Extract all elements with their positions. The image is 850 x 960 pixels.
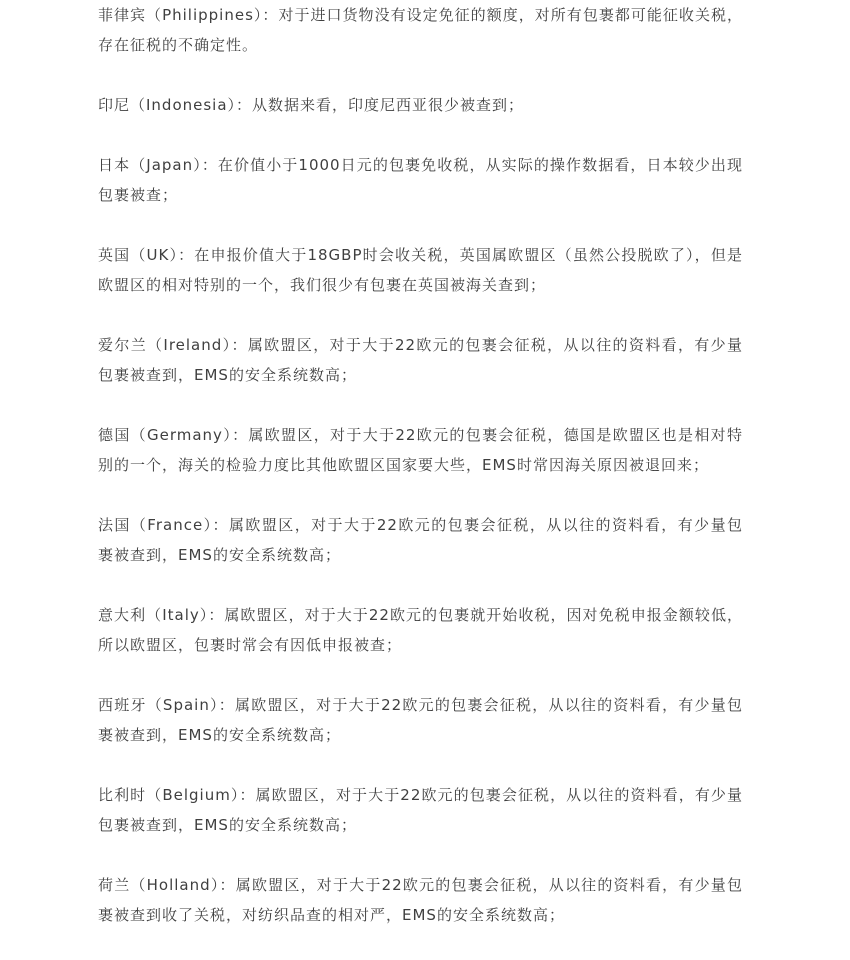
paragraph-germany: 德国（Germany）：属欧盟区，对于大于22欧元的包裹会征税，德国是欧盟区也是相对特别的一个，海关的检验力度比其他欧盟区国家要大些，EMS时常因海关原因被退回来； (98, 426, 743, 474)
paragraph-uk: 英国（UK）：在申报价值大于18GBP时会收关税，英国属欧盟区（虽然公投脱欧了），但是欧盟区的相对特别的一个，我们很少有包裹在英国被海关查到； (98, 246, 743, 294)
paragraph-belgium: 比利时（Belgium）：属欧盟区，对于大于22欧元的包裹会征税，从以往的资料看，有少量包裹被查到，EMS的安全系统数高； (98, 786, 743, 834)
article-body (98, 0, 743, 960)
paragraph-philippines: 菲律宾（Philippines）：对于进口货物没有设定免征的额度，对所有包裹都可能征收关税，存在征税的不确定性。 (98, 6, 743, 54)
paragraph-italy: 意大利（Italy）：属欧盟区，对于大于22欧元的包裹就开始收税，因对免税申报金额较低，所以欧盟区，包裹时常会有因低申报被查； (98, 606, 743, 654)
paragraph-ireland: 爱尔兰（Ireland）：属欧盟区，对于大于22欧元的包裹会征税，从以往的资料看，有少量包裹被查到，EMS的安全系统数高； (98, 336, 743, 384)
paragraph-japan: 日本（Japan）：在价值小于1000日元的包裹免收税，从实际的操作数据看，日本较少出现包裹被查； (98, 156, 743, 204)
paragraph-holland: 荷兰（Holland）：属欧盟区，对于大于22欧元的包裹会征税，从以往的资料看，有少量包裹被查到收了关税，对纺织品查的相对严，EMS的安全系统数高； (98, 876, 743, 924)
paragraph-france: 法国（France）：属欧盟区，对于大于22欧元的包裹会征税，从以往的资料看，有少量包裹被查到，EMS的安全系统数高； (98, 516, 743, 564)
paragraph-spain: 西班牙（Spain）：属欧盟区，对于大于22欧元的包裹会征税，从以往的资料看，有少量包裹被查到，EMS的安全系统数高； (98, 696, 743, 744)
paragraph-indonesia: 印尼（Indonesia）：从数据来看，印度尼西亚很少被查到； (98, 96, 525, 114)
